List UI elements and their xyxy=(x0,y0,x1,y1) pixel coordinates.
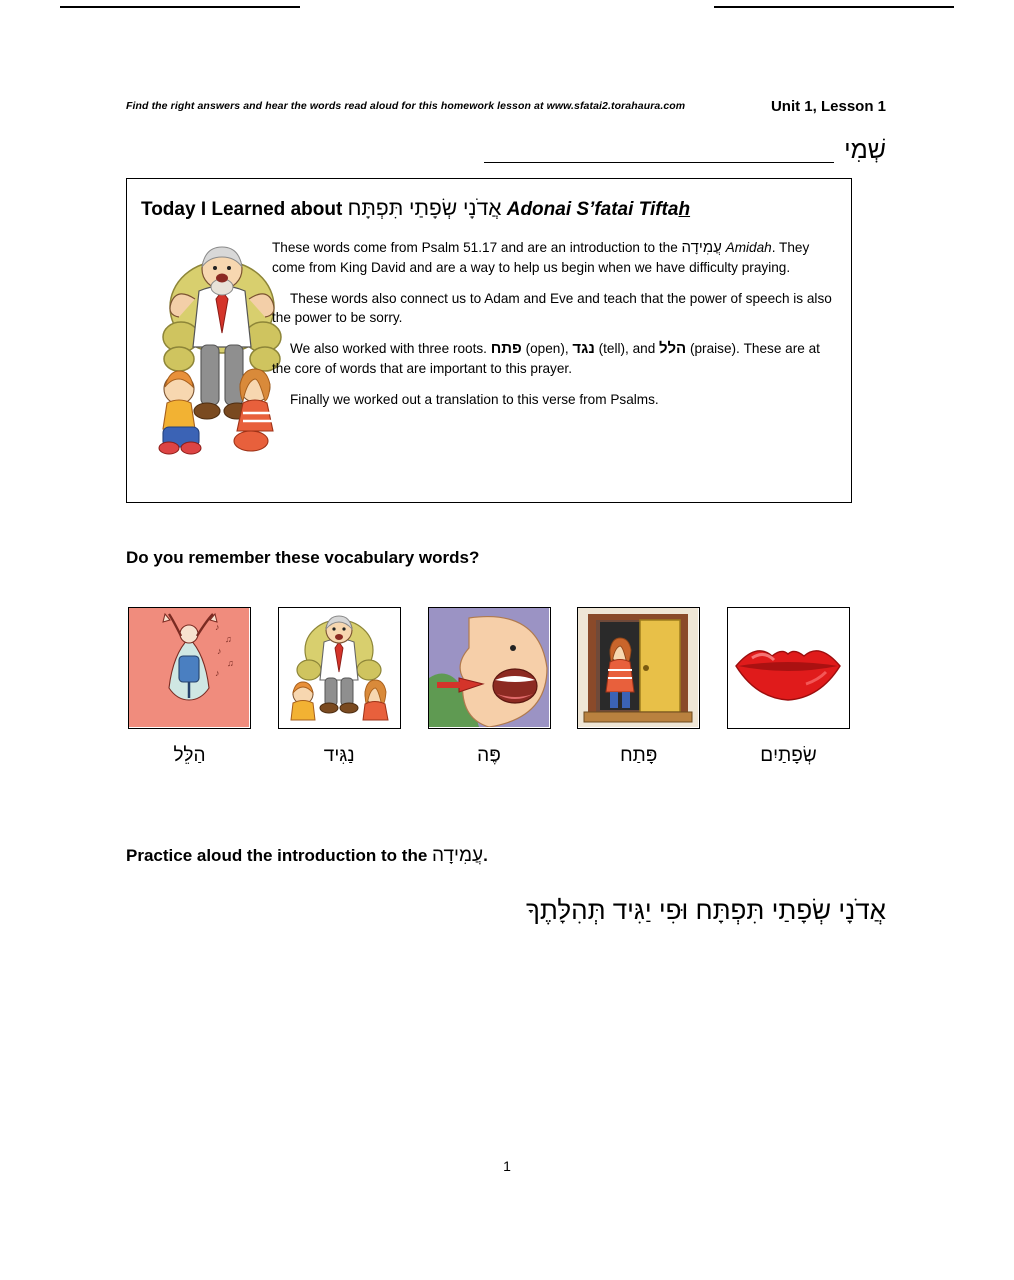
red-lips-illustration xyxy=(727,607,850,729)
practice-prompt-suffix: . xyxy=(483,846,488,865)
today-i-learned-box xyxy=(126,178,852,503)
vocabulary-word: פָּתַח xyxy=(620,745,658,766)
student-name-row xyxy=(484,138,886,163)
vocabulary-item xyxy=(126,607,253,767)
practice-prompt-hebrew: עֲמִידָה xyxy=(432,845,484,866)
learned-title-prefix: Today I Learned about xyxy=(141,199,343,220)
svg-text:♪: ♪ xyxy=(217,646,222,656)
vocabulary-word: פֶּה xyxy=(477,745,501,766)
open-door-illustration xyxy=(577,607,700,729)
svg-text:♫: ♫ xyxy=(227,658,234,668)
learned-paragraph-2: These words also connect us to Adam and Eve and teach that the power of speech is also the power to be sorry. xyxy=(272,290,832,325)
page-number: 1 xyxy=(503,1158,511,1174)
vocabulary-item xyxy=(426,607,553,767)
learned-paragraph-3: We also worked with three roots. פתח (open), נגד (tell), and הלל (praise). These are at the core of words that are important to this prayer. xyxy=(272,340,820,377)
learned-paragraph-1: These words come from Psalm 51.17 and are an introduction to the עֲמִידָה Amidah. They come from King David and are a way to help us begin when we have difficulty praying. xyxy=(272,239,810,276)
learned-title-transliteration xyxy=(507,199,690,220)
vocabulary-item xyxy=(276,607,403,767)
open-mouth-illustration xyxy=(428,607,551,729)
praise-figure-illustration xyxy=(128,607,251,729)
learned-box-body xyxy=(272,237,837,420)
learned-title-translit-underline: h xyxy=(678,199,691,220)
student-name-label: שְׁמִי xyxy=(844,136,886,164)
practice-prompt-prefix: Practice aloud the introduction to the xyxy=(126,846,433,865)
vocabulary-word: שְׂפָתַיִם xyxy=(760,745,817,766)
student-name-input-line[interactable] xyxy=(484,142,834,163)
learned-title-translit-text: Adonai S’fatai Tifta xyxy=(506,199,679,220)
header-note: Find the right answers and hear the words read aloud for this homework lesson at www.sfatai2.torahaura.com xyxy=(126,100,686,112)
learned-box-title xyxy=(141,197,690,221)
vocabulary-prompt: Do you remember these vocabulary words? xyxy=(126,548,480,567)
vocabulary-word: הַלֵּל xyxy=(173,745,206,766)
practice-verse: אֲדֹנָי שְׂפָתַי תִּפְתָּח וּפִי יַגִּיד תְּהִלָּתֶךָ xyxy=(525,895,886,925)
learned-title-hebrew: אֲדֹנָי שְׂפָתַי תִּפְתָּח xyxy=(347,197,502,220)
vocabulary-item xyxy=(575,607,702,767)
vocabulary-row xyxy=(126,607,852,767)
teacher-telling-illustration xyxy=(278,607,401,729)
svg-text:♪: ♪ xyxy=(215,668,220,678)
svg-text:♪: ♪ xyxy=(215,622,220,632)
practice-prompt xyxy=(126,845,488,867)
unit-lesson-label: Unit 1, Lesson 1 xyxy=(770,98,886,115)
svg-text:♫: ♫ xyxy=(225,634,232,644)
vocabulary-item xyxy=(725,607,852,767)
learned-paragraph-4: Finally we worked out a translation to this verse from Psalms. xyxy=(290,391,659,407)
vocabulary-word: נַגִּיד xyxy=(323,745,355,766)
